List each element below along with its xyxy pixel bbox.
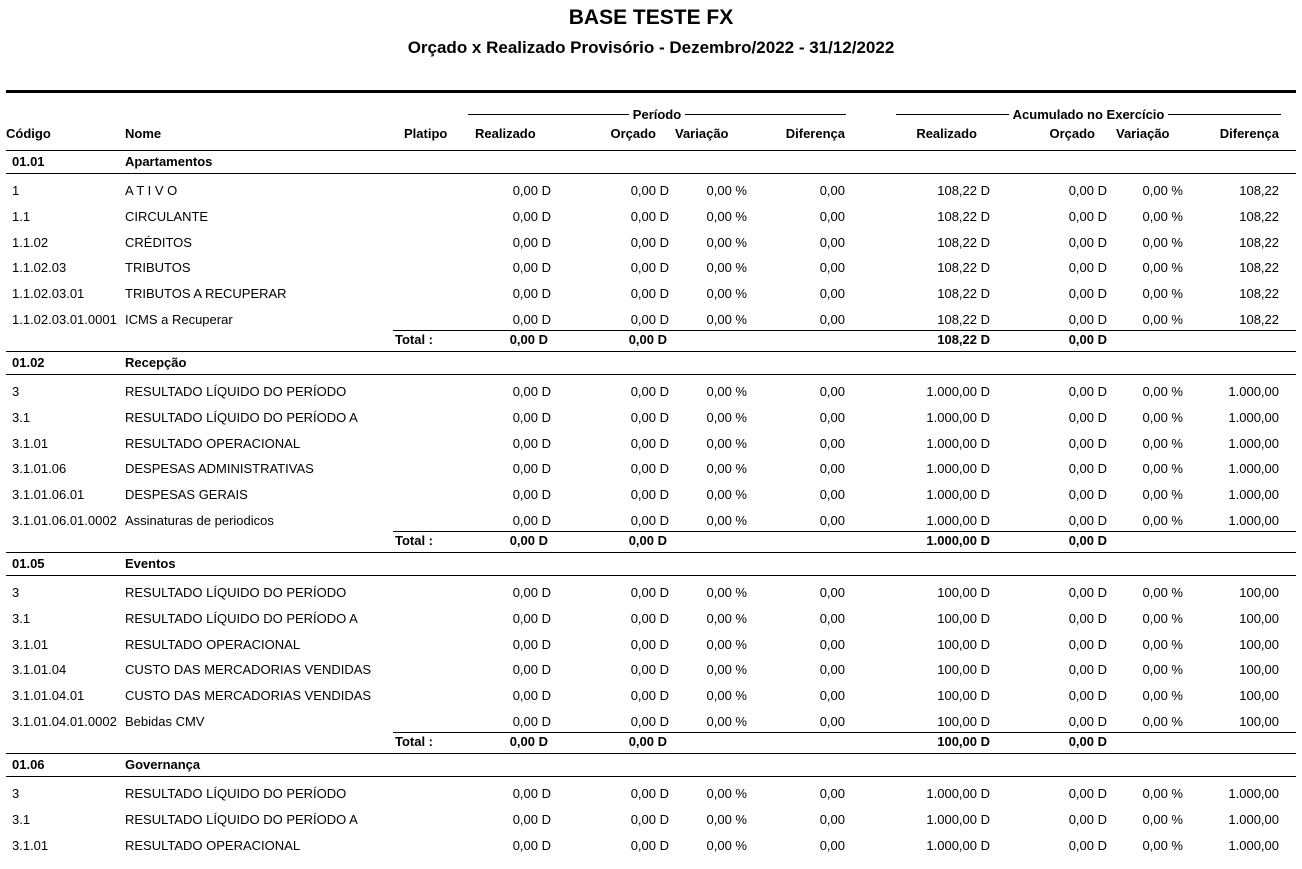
cell-nome: TRIBUTOS A RECUPERAR	[125, 286, 287, 302]
cell-acum-realizado: 1.000,00 D	[926, 487, 990, 503]
cell-codigo: 1.1.02.03.01.0001	[12, 312, 117, 327]
cell-realizado: 0,00 D	[512, 487, 551, 503]
cell-acum-realizado: 1.000,00 D	[926, 786, 990, 801]
cell-acum-diferenca: 100,00	[1239, 688, 1279, 704]
cell-acum-orcado: 0,00 D	[1068, 513, 1107, 528]
total-orcado: 0,00 D	[628, 332, 667, 347]
cell-acum-orcado: 0,00 D	[1068, 662, 1107, 678]
cell-codigo: 3.1.01.04.01	[12, 688, 85, 704]
cell-variacao: 0,00 %	[706, 610, 747, 626]
cell-acum-orcado: 0,00 D	[1068, 811, 1107, 827]
cell-nome: RESULTADO OPERACIONAL	[125, 636, 301, 652]
cell-acum-orcado: 0,00 D	[1068, 260, 1107, 276]
cell-acum-variacao: 0,00 %	[1142, 585, 1183, 600]
cell-orcado: 0,00 D	[630, 714, 669, 729]
cell-nome: TRIBUTOS	[125, 260, 191, 276]
col-header-nome: Nome	[125, 126, 162, 141]
cell-nome: RESULTADO LÍQUIDO DO PERÍODO	[125, 786, 347, 801]
cell-orcado: 0,00 D	[630, 260, 669, 276]
cell-acum-diferenca: 108,22	[1239, 260, 1279, 276]
cell-acum-realizado: 1.000,00 D	[926, 409, 990, 425]
cell-diferenca: 0,00	[819, 286, 845, 302]
col-header-platipo: Platipo	[404, 126, 448, 141]
cell-acum-diferenca: 1.000,00	[1228, 461, 1279, 477]
cell-codigo: 3.1.01.04	[12, 662, 67, 678]
total-acum-orcado: 0,00 D	[1068, 533, 1107, 548]
cell-orcado: 0,00 D	[630, 811, 669, 827]
cell-realizado: 0,00 D	[512, 610, 551, 626]
cell-orcado: 0,00 D	[630, 487, 669, 503]
cell-acum-variacao: 0,00 %	[1142, 610, 1183, 626]
cell-acum-diferenca: 1.000,00	[1228, 837, 1279, 853]
cell-realizado: 0,00 D	[512, 513, 551, 528]
cell-orcado: 0,00 D	[630, 384, 669, 399]
section-header-underline	[6, 374, 1296, 375]
cell-diferenca: 0,00	[819, 208, 845, 224]
cell-acum-realizado: 100,00 D	[937, 688, 990, 704]
cell-nome: Assinaturas de periodicos	[125, 513, 274, 528]
cell-acum-realizado: 1.000,00 D	[926, 435, 990, 451]
cell-diferenca: 0,00	[819, 312, 845, 327]
group-acumulado	[896, 107, 1281, 122]
section-name: Eventos	[125, 556, 176, 571]
cell-acum-realizado: 1.000,00 D	[926, 461, 990, 477]
cell-realizado: 0,00 D	[512, 260, 551, 276]
cell-variacao: 0,00 %	[706, 234, 747, 250]
cell-codigo: 3.1.01	[12, 435, 49, 451]
cell-orcado: 0,00 D	[630, 409, 669, 425]
cell-realizado: 0,00 D	[512, 662, 551, 678]
section-divider	[6, 351, 1296, 352]
total-acum-realizado: 100,00 D	[937, 734, 990, 749]
cell-variacao: 0,00 %	[706, 312, 747, 327]
cell-orcado: 0,00 D	[630, 636, 669, 652]
cell-acum-variacao: 0,00 %	[1142, 234, 1183, 250]
cell-codigo: 3	[12, 585, 20, 600]
section-divider	[6, 150, 1296, 151]
cell-codigo: 1.1	[12, 208, 31, 224]
group-periodo-label: Período	[632, 107, 682, 122]
cell-acum-diferenca: 100,00	[1239, 636, 1279, 652]
cell-variacao: 0,00 %	[706, 786, 747, 801]
cell-acum-realizado: 100,00 D	[937, 714, 990, 729]
col-header-codigo: Código	[6, 126, 51, 141]
section-header-underline	[6, 173, 1296, 174]
cell-variacao: 0,00 %	[706, 183, 747, 198]
cell-acum-variacao: 0,00 %	[1142, 714, 1183, 729]
total-divider	[393, 330, 1296, 331]
cell-orcado: 0,00 D	[630, 688, 669, 704]
cell-variacao: 0,00 %	[706, 260, 747, 276]
cell-codigo: 3.1.01	[12, 636, 49, 652]
cell-acum-realizado: 108,22 D	[937, 208, 990, 224]
cell-diferenca: 0,00	[819, 461, 845, 477]
cell-acum-diferenca: 1.000,00	[1228, 435, 1279, 451]
cell-acum-realizado: 1.000,00 D	[926, 811, 990, 827]
cell-orcado: 0,00 D	[630, 513, 669, 528]
cell-acum-orcado: 0,00 D	[1068, 636, 1107, 652]
cell-variacao: 0,00 %	[706, 286, 747, 302]
cell-diferenca: 0,00	[819, 786, 845, 801]
cell-diferenca: 0,00	[819, 811, 845, 827]
cell-acum-realizado: 1.000,00 D	[926, 837, 990, 853]
total-label: Total :	[394, 734, 433, 749]
cell-acum-diferenca: 100,00	[1239, 662, 1279, 678]
cell-realizado: 0,00 D	[512, 636, 551, 652]
cell-orcado: 0,00 D	[630, 786, 669, 801]
cell-codigo: 3.1.01	[12, 837, 49, 853]
cell-acum-diferenca: 1.000,00	[1228, 409, 1279, 425]
cell-acum-orcado: 0,00 D	[1068, 461, 1107, 477]
cell-codigo: 3.1.01.04.01.0002	[12, 714, 117, 729]
cell-acum-orcado: 0,00 D	[1068, 837, 1107, 853]
cell-orcado: 0,00 D	[630, 837, 669, 853]
cell-acum-orcado: 0,00 D	[1068, 487, 1107, 503]
cell-codigo: 3.1.01.06.01	[12, 487, 85, 503]
section-code: 01.06	[12, 757, 45, 772]
cell-variacao: 0,00 %	[706, 662, 747, 678]
cell-acum-realizado: 108,22 D	[937, 286, 990, 302]
total-divider	[393, 531, 1296, 532]
cell-nome: RESULTADO LÍQUIDO DO PERÍODO A	[125, 610, 358, 626]
cell-acum-variacao: 0,00 %	[1142, 837, 1183, 853]
cell-acum-variacao: 0,00 %	[1142, 208, 1183, 224]
cell-acum-orcado: 0,00 D	[1068, 435, 1107, 451]
cell-nome: ICMS a Recuperar	[125, 312, 233, 327]
cell-diferenca: 0,00	[819, 714, 845, 729]
cell-orcado: 0,00 D	[630, 286, 669, 302]
report-subtitle: Orçado x Realizado Provisório - Dezembro/2022 - 31/12/2022	[407, 38, 895, 57]
cell-diferenca: 0,00	[819, 260, 845, 276]
cell-realizado: 0,00 D	[512, 811, 551, 827]
section-name: Recepção	[125, 355, 187, 370]
cell-nome: CUSTO DAS MERCADORIAS VENDIDAS	[125, 688, 372, 704]
cell-nome: RESULTADO LÍQUIDO DO PERÍODO	[125, 585, 347, 600]
cell-acum-realizado: 1.000,00 D	[926, 513, 990, 528]
report-title: BASE TESTE FX	[568, 6, 734, 29]
section-code: 01.02	[12, 355, 45, 370]
cell-nome: DESPESAS ADMINISTRATIVAS	[125, 461, 314, 477]
col-header-realizado: Realizado	[475, 126, 536, 141]
cell-realizado: 0,00 D	[512, 312, 551, 327]
cell-acum-orcado: 0,00 D	[1068, 312, 1107, 327]
cell-diferenca: 0,00	[819, 234, 845, 250]
cell-acum-realizado: 108,22 D	[937, 312, 990, 327]
cell-acum-realizado: 108,22 D	[937, 260, 990, 276]
cell-orcado: 0,00 D	[630, 234, 669, 250]
cell-acum-diferenca: 108,22	[1239, 286, 1279, 302]
cell-acum-variacao: 0,00 %	[1142, 636, 1183, 652]
cell-acum-orcado: 0,00 D	[1068, 688, 1107, 704]
cell-variacao: 0,00 %	[706, 688, 747, 704]
cell-acum-orcado: 0,00 D	[1068, 409, 1107, 425]
cell-nome: RESULTADO LÍQUIDO DO PERÍODO A	[125, 811, 358, 827]
col-header-orcado: Orçado	[610, 126, 656, 141]
cell-diferenca: 0,00	[819, 688, 845, 704]
section-divider	[6, 552, 1296, 553]
total-realizado: 0,00 D	[509, 734, 548, 749]
cell-realizado: 0,00 D	[512, 234, 551, 250]
cell-codigo: 3.1.01.06.01.0002	[12, 513, 117, 528]
cell-acum-orcado: 0,00 D	[1068, 610, 1107, 626]
group-periodo	[468, 107, 846, 122]
cell-variacao: 0,00 %	[706, 585, 747, 600]
cell-acum-variacao: 0,00 %	[1142, 811, 1183, 827]
cell-diferenca: 0,00	[819, 662, 845, 678]
cell-acum-variacao: 0,00 %	[1142, 461, 1183, 477]
cell-realizado: 0,00 D	[512, 585, 551, 600]
cell-realizado: 0,00 D	[512, 837, 551, 853]
total-label: Total :	[394, 332, 433, 347]
total-realizado: 0,00 D	[509, 533, 548, 548]
cell-acum-orcado: 0,00 D	[1068, 286, 1107, 302]
cell-acum-diferenca: 1.000,00	[1228, 811, 1279, 827]
cell-nome: CIRCULANTE	[125, 208, 209, 224]
cell-realizado: 0,00 D	[512, 688, 551, 704]
cell-orcado: 0,00 D	[630, 312, 669, 327]
cell-acum-variacao: 0,00 %	[1142, 786, 1183, 801]
total-acum-realizado: 1.000,00 D	[926, 533, 990, 548]
total-realizado: 0,00 D	[509, 332, 548, 347]
cell-acum-diferenca: 108,22	[1239, 183, 1279, 198]
total-orcado: 0,00 D	[628, 734, 667, 749]
total-orcado: 0,00 D	[628, 533, 667, 548]
cell-codigo: 1.1.02.03	[12, 260, 67, 276]
cell-acum-diferenca: 1.000,00	[1228, 384, 1279, 399]
col-header-acum-diferenca: Diferença	[1219, 126, 1279, 141]
cell-variacao: 0,00 %	[706, 636, 747, 652]
cell-realizado: 0,00 D	[512, 409, 551, 425]
cell-orcado: 0,00 D	[630, 585, 669, 600]
cell-nome: CUSTO DAS MERCADORIAS VENDIDAS	[125, 662, 372, 678]
cell-acum-diferenca: 100,00	[1239, 714, 1279, 729]
cell-orcado: 0,00 D	[630, 461, 669, 477]
cell-acum-variacao: 0,00 %	[1142, 409, 1183, 425]
cell-codigo: 3.1	[12, 409, 31, 425]
col-header-acum-realizado: Realizado	[916, 126, 977, 141]
cell-acum-variacao: 0,00 %	[1142, 662, 1183, 678]
col-header-diferenca: Diferença	[785, 126, 845, 141]
col-header-acum-orcado: Orçado	[1049, 126, 1095, 141]
cell-codigo: 3	[12, 786, 20, 801]
cell-nome: RESULTADO OPERACIONAL	[125, 435, 301, 451]
cell-diferenca: 0,00	[819, 513, 845, 528]
total-acum-orcado: 0,00 D	[1068, 332, 1107, 347]
cell-variacao: 0,00 %	[706, 435, 747, 451]
cell-codigo: 3.1	[12, 811, 31, 827]
cell-nome: RESULTADO OPERACIONAL	[125, 837, 301, 853]
cell-acum-variacao: 0,00 %	[1142, 384, 1183, 399]
cell-acum-orcado: 0,00 D	[1068, 384, 1107, 399]
cell-acum-variacao: 0,00 %	[1142, 688, 1183, 704]
cell-acum-variacao: 0,00 %	[1142, 435, 1183, 451]
cell-realizado: 0,00 D	[512, 384, 551, 399]
cell-variacao: 0,00 %	[706, 513, 747, 528]
cell-acum-orcado: 0,00 D	[1068, 208, 1107, 224]
group-acumulado-label: Acumulado no Exercício	[1012, 107, 1165, 122]
cell-diferenca: 0,00	[819, 487, 845, 503]
cell-acum-realizado: 108,22 D	[937, 183, 990, 198]
section-code: 01.01	[12, 154, 45, 169]
cell-realizado: 0,00 D	[512, 183, 551, 198]
cell-diferenca: 0,00	[819, 183, 845, 198]
total-label: Total :	[394, 533, 433, 548]
cell-acum-diferenca: 108,22	[1239, 234, 1279, 250]
cell-codigo: 1.1.02.03.01	[12, 286, 85, 302]
col-header-acum-variacao: Variação	[1116, 126, 1170, 141]
cell-variacao: 0,00 %	[706, 208, 747, 224]
cell-acum-diferenca: 100,00	[1239, 610, 1279, 626]
cell-variacao: 0,00 %	[706, 811, 747, 827]
total-acum-realizado: 108,22 D	[937, 332, 990, 347]
cell-acum-variacao: 0,00 %	[1142, 487, 1183, 503]
cell-realizado: 0,00 D	[512, 435, 551, 451]
cell-realizado: 0,00 D	[512, 461, 551, 477]
cell-realizado: 0,00 D	[512, 208, 551, 224]
cell-codigo: 1.1.02	[12, 234, 49, 250]
cell-acum-orcado: 0,00 D	[1068, 786, 1107, 801]
cell-acum-orcado: 0,00 D	[1068, 585, 1107, 600]
cell-codigo: 3	[12, 384, 20, 399]
cell-acum-diferenca: 108,22	[1239, 208, 1279, 224]
col-header-variacao: Variação	[675, 126, 729, 141]
cell-acum-variacao: 0,00 %	[1142, 183, 1183, 198]
cell-acum-variacao: 0,00 %	[1142, 312, 1183, 327]
cell-variacao: 0,00 %	[706, 384, 747, 399]
cell-diferenca: 0,00	[819, 837, 845, 853]
cell-acum-variacao: 0,00 %	[1142, 513, 1183, 528]
cell-acum-orcado: 0,00 D	[1068, 183, 1107, 198]
cell-nome: CRÉDITOS	[125, 234, 192, 250]
cell-variacao: 0,00 %	[706, 837, 747, 853]
cell-acum-realizado: 100,00 D	[937, 662, 990, 678]
section-code: 01.05	[12, 556, 45, 571]
cell-nome: RESULTADO LÍQUIDO DO PERÍODO	[125, 384, 347, 399]
section-name: Apartamentos	[125, 154, 213, 169]
cell-acum-variacao: 0,00 %	[1142, 260, 1183, 276]
cell-acum-realizado: 1.000,00 D	[926, 384, 990, 399]
section-name: Governança	[125, 757, 201, 772]
cell-codigo: 1	[12, 183, 20, 198]
cell-variacao: 0,00 %	[706, 409, 747, 425]
cell-codigo: 3.1	[12, 610, 31, 626]
cell-variacao: 0,00 %	[706, 714, 747, 729]
cell-codigo: 3.1.01.06	[12, 461, 67, 477]
section-header-underline	[6, 575, 1296, 576]
cell-diferenca: 0,00	[819, 636, 845, 652]
cell-acum-orcado: 0,00 D	[1068, 714, 1107, 729]
total-divider	[393, 732, 1296, 733]
cell-acum-diferenca: 1.000,00	[1228, 786, 1279, 801]
cell-diferenca: 0,00	[819, 585, 845, 600]
cell-orcado: 0,00 D	[630, 183, 669, 198]
cell-nome: RESULTADO LÍQUIDO DO PERÍODO A	[125, 409, 358, 425]
cell-nome: Bebidas CMV	[125, 714, 205, 729]
cell-realizado: 0,00 D	[512, 786, 551, 801]
cell-orcado: 0,00 D	[630, 610, 669, 626]
cell-acum-orcado: 0,00 D	[1068, 234, 1107, 250]
cell-acum-diferenca: 108,22	[1239, 312, 1279, 327]
cell-variacao: 0,00 %	[706, 487, 747, 503]
cell-acum-variacao: 0,00 %	[1142, 286, 1183, 302]
cell-acum-realizado: 100,00 D	[937, 585, 990, 600]
section-divider	[6, 753, 1296, 754]
cell-acum-diferenca: 100,00	[1239, 585, 1279, 600]
cell-acum-realizado: 108,22 D	[937, 234, 990, 250]
cell-orcado: 0,00 D	[630, 208, 669, 224]
cell-nome: A T I V O	[125, 183, 178, 198]
cell-diferenca: 0,00	[819, 409, 845, 425]
cell-variacao: 0,00 %	[706, 461, 747, 477]
cell-orcado: 0,00 D	[630, 435, 669, 451]
cell-realizado: 0,00 D	[512, 714, 551, 729]
cell-diferenca: 0,00	[819, 435, 845, 451]
cell-orcado: 0,00 D	[630, 662, 669, 678]
cell-acum-realizado: 100,00 D	[937, 636, 990, 652]
cell-diferenca: 0,00	[819, 384, 845, 399]
cell-acum-diferenca: 1.000,00	[1228, 487, 1279, 503]
total-acum-orcado: 0,00 D	[1068, 734, 1107, 749]
cell-acum-diferenca: 1.000,00	[1228, 513, 1279, 528]
cell-nome: DESPESAS GERAIS	[125, 487, 248, 503]
section-header-underline	[6, 776, 1296, 777]
cell-diferenca: 0,00	[819, 610, 845, 626]
cell-realizado: 0,00 D	[512, 286, 551, 302]
header-rule	[6, 90, 1296, 93]
cell-acum-realizado: 100,00 D	[937, 610, 990, 626]
